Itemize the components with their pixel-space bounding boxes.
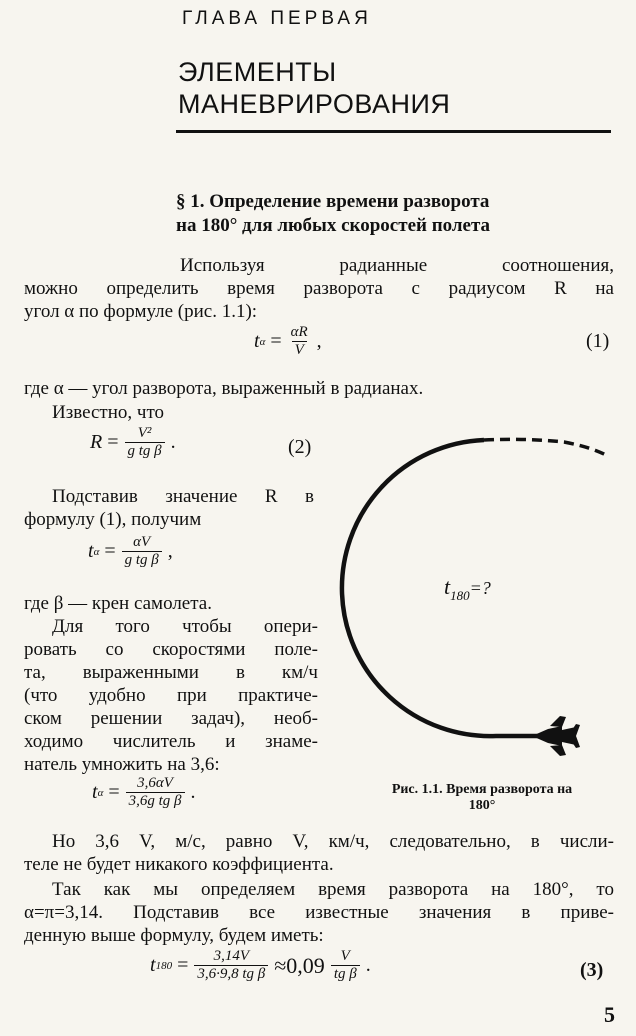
equation-2-number: (2) (288, 436, 312, 458)
eq3-denominator: g tg β (122, 551, 162, 569)
paragraph-1-line2: можно определить время разворота с радиусом R на (24, 278, 614, 299)
paragraph-2 (24, 485, 314, 531)
eq1-lhs: t (254, 330, 260, 352)
paragraph-3-line1: Для того чтобы опери- (52, 616, 318, 637)
eq4-tail: . (190, 781, 196, 803)
eq5-tail: . (365, 954, 371, 976)
eq3-sub: α (93, 545, 100, 558)
eq4-sub: α (97, 786, 104, 799)
eq1-sub: α (259, 335, 266, 348)
page-number: 5 (604, 1002, 615, 1027)
equation-3: t α = $\frac{\alpha V}{\text{g tg β}}$ , (88, 534, 173, 568)
turn-diagram (336, 420, 626, 780)
section-heading (176, 190, 616, 238)
paragraph-1-line3: угол α по формуле (рис. 1.1): (24, 301, 258, 322)
eq5-lhs: t (150, 954, 156, 976)
eq5-fraction-1 (194, 948, 268, 983)
eq3-lhs: t (88, 540, 94, 562)
equation-2: R = $\frac{\text{V²}}{\text{g tg β}}$ . (90, 425, 176, 459)
figure-caption-line2: 180° (468, 798, 496, 813)
equation-1-number: (1) (586, 330, 610, 352)
eq5-fraction-2 (331, 948, 360, 983)
paragraph-5 (24, 878, 614, 947)
equation-5: t 180 = $\frac{3,14V}{\text{3,6·9,8 tg β}}$ ≈0,09 $\frac{V}{\text{tg β}}$ . (150, 948, 371, 982)
paragraph-2-line1: Подставив значение R в (52, 486, 314, 507)
eq4-fraction (126, 775, 185, 810)
chapter-title-line2: МАНЕВРИРОВАНИЯ (178, 89, 451, 119)
section-heading-line2: на 180° для любых скоростей полета (176, 215, 491, 236)
paragraph-1-line1: Используя радианные соотношения, (180, 255, 614, 276)
paragraph-2-line2: формулу (1), получим (24, 509, 202, 530)
paragraph-3-line2: ровать со скоростями поле- (24, 639, 318, 660)
paragraph-3-line4: (что удобно при практиче- (24, 685, 318, 706)
eq5-denominator-2: tg β (331, 965, 360, 983)
paragraph-3-line5: ском решении задач), необ- (24, 708, 318, 729)
chapter-title (178, 56, 450, 120)
eq3-tail: , (167, 540, 173, 562)
eq1-fraction (288, 324, 311, 359)
eq5-numerator-1: 3,14V (213, 948, 249, 964)
eq1-numerator: αR (290, 324, 308, 340)
eq2-fraction (125, 425, 165, 460)
eq2-tail: . (170, 431, 176, 453)
line-beta: где β — крен самолета. (24, 593, 212, 614)
figure-caption-line1: Рис. 1.1. Время разворота на (391, 782, 573, 797)
paragraph-3-line6: ходимо числитель и знаме- (24, 731, 318, 752)
eq5-sub: 180 (155, 959, 173, 972)
paragraph-5-line3: денную выше формулу, будем иметь: (24, 925, 324, 946)
paragraph-3-line3: та, выраженными в км/ч (24, 662, 318, 683)
paragraph-5-line2: α=π=3,14. Подставив все известные значения в приве- (24, 902, 614, 923)
paragraph-1 (24, 254, 614, 323)
eq1-tail: , (316, 330, 322, 352)
paragraph-4-line2: теле не будет никакого коэффициента. (24, 854, 334, 875)
eq5-numerator-2: V (340, 948, 350, 964)
eq2-lhs: R (90, 431, 103, 453)
paragraph-3 (24, 615, 318, 776)
eq5-approx: ≈0,09 (274, 952, 325, 978)
eq4-lhs: t (92, 781, 98, 803)
eq5-denominator-1: 3,6·9,8 tg β (194, 965, 268, 983)
paragraph-3-line7: натель умножить на 3,6: (24, 754, 220, 775)
equation-1: t α = $\frac{\alpha R}{V}$ , (254, 324, 322, 358)
eq3-numerator: αV (133, 534, 151, 550)
eq2-numerator: V² (137, 425, 152, 441)
line-alpha: где α — угол разворота, выраженный в радианах. (24, 378, 424, 399)
eq4-denominator: 3,6g tg β (126, 792, 185, 810)
chapter-heading: ГЛАВА ПЕРВАЯ (182, 8, 372, 29)
equation-5-number: (3) (580, 959, 604, 981)
figure-label: $t_{180}^{=?}$ (444, 574, 491, 603)
chapter-title-line1: ЭЛЕМЕНТЫ (178, 57, 337, 87)
title-rule (176, 130, 611, 133)
paragraph-4 (24, 830, 614, 876)
eq1-denominator: V (292, 341, 307, 359)
paragraph-5-line1: Так как мы определяем время разворота на 180°, то (52, 879, 614, 900)
eq2-denominator: g tg β (125, 442, 165, 460)
section-heading-line1: § 1. Определение времени разворота (176, 191, 490, 212)
airplane-icon (532, 716, 580, 756)
figure-caption (342, 782, 622, 814)
eq3-fraction (122, 534, 162, 569)
eq4-numerator: 3,6αV (137, 775, 173, 791)
turn-arc-dashed (484, 439, 608, 456)
paragraph-4-line1: Но 3,6 V, м/с, равно V, км/ч, следовательно, в числи- (52, 831, 614, 852)
line-known: Известно, что (52, 402, 165, 423)
equation-4: t α = $\frac{3,6\alpha V}{\text{3,6g tg β}}$ . (92, 775, 196, 809)
